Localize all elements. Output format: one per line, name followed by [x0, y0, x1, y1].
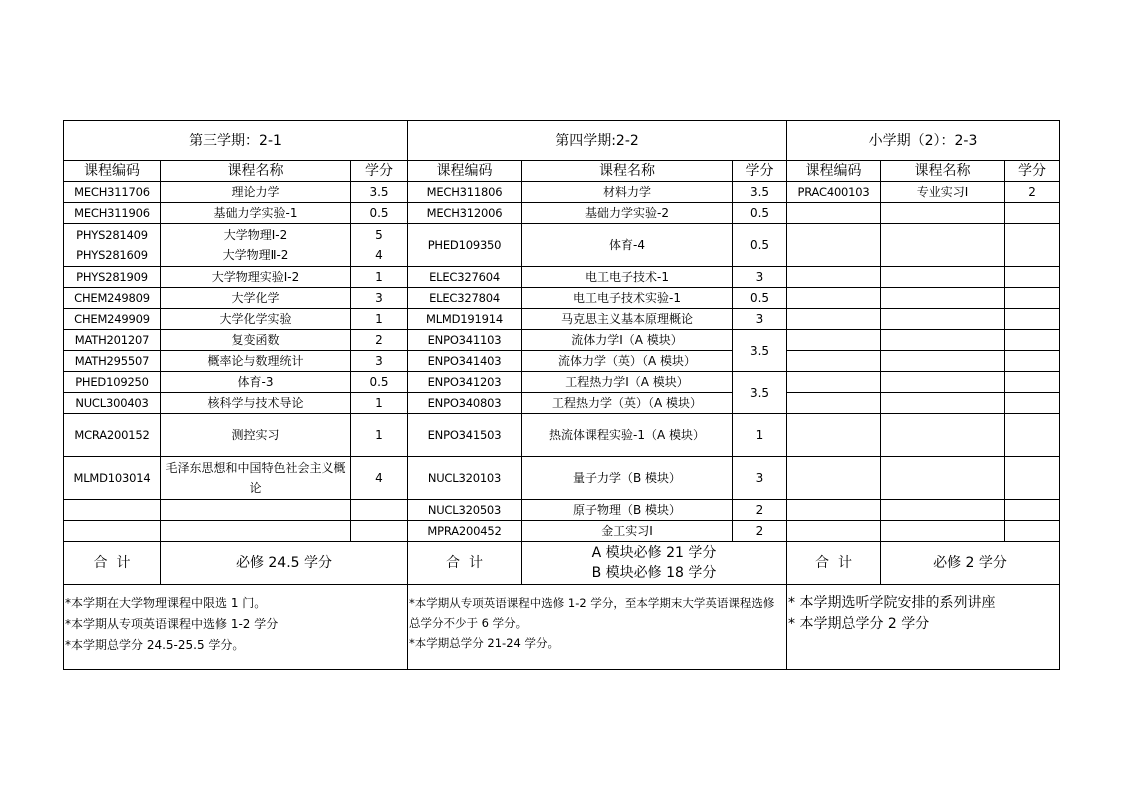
course-name: 基础力学实验-2 [522, 203, 733, 224]
empty-cell [161, 500, 351, 521]
note-line: * 本学期总学分 2 学分 [788, 616, 930, 632]
course-name: 金工实习Ⅰ [522, 521, 733, 542]
course-code [64, 224, 161, 267]
course-code: MATH201207 [64, 330, 161, 351]
table-row [64, 457, 1060, 500]
course-code: ENPO341403 [408, 351, 522, 372]
course-name-line: 大学物理Ⅰ-2 [223, 228, 288, 242]
course-code: MATH295507 [64, 351, 161, 372]
course-code: MLMD103014 [64, 457, 161, 500]
course-name: 毛泽东思想和中国特色社会主义概论 [161, 457, 351, 500]
empty-cell [1005, 521, 1060, 542]
course-credit: 3 [733, 267, 787, 288]
table-row [64, 330, 1060, 351]
course-code: PHED109250 [64, 372, 161, 393]
course-credit: 2 [351, 330, 408, 351]
empty-cell [881, 309, 1005, 330]
empty-cell [787, 203, 881, 224]
course-credit: 1 [351, 414, 408, 457]
course-credit: 3.5 [733, 182, 787, 203]
course-credit: 3.5 [351, 182, 408, 203]
course-name: 体育-4 [522, 224, 733, 267]
note-line: *本学期总学分 24.5-25.5 学分。 [65, 638, 245, 652]
empty-cell [787, 224, 881, 267]
term-1-total-value: 必修 24.5 学分 [161, 542, 408, 585]
empty-cell [1005, 330, 1060, 351]
course-code: PHYS281909 [64, 267, 161, 288]
empty-cell [881, 203, 1005, 224]
course-name: 原子物理（B 模块） [522, 500, 733, 521]
empty-cell [787, 288, 881, 309]
term-title-row [64, 121, 1060, 161]
table-row [64, 521, 1060, 542]
empty-cell [787, 330, 881, 351]
term-1-total-label: 合 计 [64, 542, 161, 585]
course-credit: 1 [351, 267, 408, 288]
empty-cell [787, 351, 881, 372]
empty-cell [1005, 500, 1060, 521]
course-name: 大学化学实验 [161, 309, 351, 330]
empty-cell [1005, 288, 1060, 309]
course-code: PHED109350 [408, 224, 522, 267]
term-1-header-credit: 学分 [351, 161, 408, 182]
empty-cell [1005, 457, 1060, 500]
course-name [161, 224, 351, 267]
course-credit: 0.5 [733, 288, 787, 309]
term-3-title: 小学期（2）：2-3 [787, 121, 1060, 161]
empty-cell [1005, 224, 1060, 267]
table-row [64, 372, 1060, 393]
table-row [64, 288, 1060, 309]
course-credit: 3.5 [733, 330, 787, 372]
course-code: NUCL320103 [408, 457, 522, 500]
course-credit: 1 [351, 309, 408, 330]
empty-cell [881, 500, 1005, 521]
course-credit: 3 [351, 351, 408, 372]
empty-cell [1005, 351, 1060, 372]
empty-cell [881, 330, 1005, 351]
term-1-title: 第三学期：2-1 [64, 121, 408, 161]
course-code: ENPO340803 [408, 393, 522, 414]
term-3-header-code: 课程编码 [787, 161, 881, 182]
course-credit: 3 [733, 457, 787, 500]
table-row [64, 500, 1060, 521]
empty-cell [1005, 203, 1060, 224]
course-code: PRAC400103 [787, 182, 881, 203]
note-line: *本学期总学分 21-24 学分。 [409, 636, 559, 650]
course-credit-line: 5 [375, 228, 383, 242]
empty-cell [881, 224, 1005, 267]
empty-cell [881, 521, 1005, 542]
empty-cell [881, 457, 1005, 500]
course-code: ELEC327804 [408, 288, 522, 309]
empty-cell [1005, 267, 1060, 288]
course-name: 电工电子技术实验-1 [522, 288, 733, 309]
empty-cell [881, 393, 1005, 414]
empty-cell [881, 372, 1005, 393]
empty-cell [787, 500, 881, 521]
term-1-header-code: 课程编码 [64, 161, 161, 182]
term-2-total-line: B 模块必修 18 学分 [591, 565, 717, 581]
empty-cell [351, 521, 408, 542]
term-3-notes [787, 585, 1060, 670]
empty-cell [64, 521, 161, 542]
term-2-total-line: A 模块必修 21 学分 [591, 545, 717, 561]
course-credit [351, 224, 408, 267]
course-code: MCRA200152 [64, 414, 161, 457]
course-credit: 3 [733, 309, 787, 330]
term-2-notes [408, 585, 787, 670]
course-credit: 1 [351, 393, 408, 414]
course-credit: 3.5 [733, 372, 787, 414]
empty-cell [1005, 372, 1060, 393]
empty-cell [881, 267, 1005, 288]
course-code: NUCL320503 [408, 500, 522, 521]
course-code: CHEM249809 [64, 288, 161, 309]
notes-row [64, 585, 1060, 670]
course-code: ENPO341503 [408, 414, 522, 457]
empty-cell [787, 414, 881, 457]
empty-cell [881, 414, 1005, 457]
course-credit: 2 [1005, 182, 1060, 203]
table-row [64, 393, 1060, 414]
table-row [64, 182, 1060, 203]
course-code: ENPO341103 [408, 330, 522, 351]
course-name: 核科学与技术导论 [161, 393, 351, 414]
note-line: * 本学期选听学院安排的系列讲座 [788, 595, 996, 611]
empty-cell [787, 309, 881, 330]
course-code: MECH311706 [64, 182, 161, 203]
empty-cell [1005, 309, 1060, 330]
note-line: *本学期在大学物理课程中限选 1 门。 [65, 596, 267, 610]
course-credit: 0.5 [733, 224, 787, 267]
course-code: MECH311806 [408, 182, 522, 203]
empty-cell [1005, 414, 1060, 457]
course-name: 体育-3 [161, 372, 351, 393]
course-name: 马克思主义基本原理概论 [522, 309, 733, 330]
course-credit: 0.5 [351, 203, 408, 224]
term-3-total-value: 必修 2 学分 [881, 542, 1060, 585]
course-code: MECH312006 [408, 203, 522, 224]
term-1-notes [64, 585, 408, 670]
course-credit: 4 [351, 457, 408, 500]
course-code: ENPO341203 [408, 372, 522, 393]
column-header-row [64, 161, 1060, 182]
term-2-header-name: 课程名称 [522, 161, 733, 182]
table-row [64, 351, 1060, 372]
course-name: 工程热力学（英）（A 模块） [522, 393, 733, 414]
empty-cell [881, 351, 1005, 372]
empty-cell [787, 267, 881, 288]
course-name: 大学物理实验Ⅰ-2 [161, 267, 351, 288]
course-name: 量子力学（B 模块） [522, 457, 733, 500]
empty-cell [787, 457, 881, 500]
course-name: 流体力学（英）（A 模块） [522, 351, 733, 372]
note-line: *本学期从专项英语课程中选修 1-2 学分 [65, 617, 279, 631]
term-1-header-name: 课程名称 [161, 161, 351, 182]
term-2-total-label: 合 计 [408, 542, 522, 585]
course-name: 概率论与数理统计 [161, 351, 351, 372]
empty-cell [881, 288, 1005, 309]
term-2-header-code: 课程编码 [408, 161, 522, 182]
empty-cell [351, 500, 408, 521]
total-row [64, 542, 1060, 585]
course-name: 基础力学实验-1 [161, 203, 351, 224]
course-credit: 3 [351, 288, 408, 309]
term-2-title: 第四学期:2-2 [408, 121, 787, 161]
course-name-line: 大学物理Ⅱ-2 [222, 248, 289, 262]
course-name: 专业实习Ⅰ [881, 182, 1005, 203]
course-name: 材料力学 [522, 182, 733, 203]
table-row [64, 224, 1060, 267]
term-2-total-value [522, 542, 787, 585]
term-3-header-credit: 学分 [1005, 161, 1060, 182]
empty-cell [787, 393, 881, 414]
term-3-total-label: 合 计 [787, 542, 881, 585]
course-credit: 0.5 [351, 372, 408, 393]
course-name: 复变函数 [161, 330, 351, 351]
course-name: 热流体课程实验-1（A 模块） [522, 414, 733, 457]
term-2-header-credit: 学分 [733, 161, 787, 182]
course-code-line: PHYS281609 [76, 248, 148, 262]
course-credit: 2 [733, 521, 787, 542]
note-line: *本学期从专项英语课程中选修 1-2 学分，至本学期末大学英语课程选修总学分不少于 6 学分。 [409, 596, 775, 630]
table-row [64, 267, 1060, 288]
course-code: NUCL300403 [64, 393, 161, 414]
course-credit: 0.5 [733, 203, 787, 224]
table-row [64, 309, 1060, 330]
empty-cell [787, 521, 881, 542]
course-code-line: PHYS281409 [76, 228, 148, 242]
course-code: CHEM249909 [64, 309, 161, 330]
empty-cell [64, 500, 161, 521]
course-name: 工程热力学Ⅰ（A 模块） [522, 372, 733, 393]
course-plan-table [63, 120, 1060, 670]
course-code: MPRA200452 [408, 521, 522, 542]
course-name: 大学化学 [161, 288, 351, 309]
course-name: 理论力学 [161, 182, 351, 203]
course-name: 测控实习 [161, 414, 351, 457]
course-code: ELEC327604 [408, 267, 522, 288]
table-row [64, 414, 1060, 457]
course-name: 流体力学Ⅰ（A 模块） [522, 330, 733, 351]
empty-cell [1005, 393, 1060, 414]
course-credit: 2 [733, 500, 787, 521]
empty-cell [161, 521, 351, 542]
course-credit: 1 [733, 414, 787, 457]
course-code: MLMD191914 [408, 309, 522, 330]
course-credit-line: 4 [375, 248, 383, 262]
table-row [64, 203, 1060, 224]
course-name: 电工电子技术-1 [522, 267, 733, 288]
empty-cell [787, 372, 881, 393]
term-3-header-name: 课程名称 [881, 161, 1005, 182]
course-code: MECH311906 [64, 203, 161, 224]
